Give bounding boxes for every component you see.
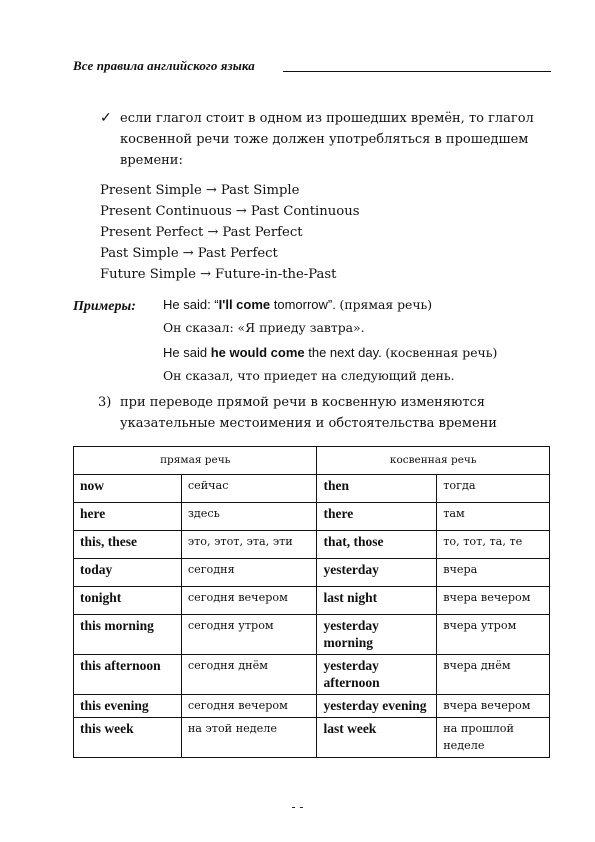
table-row — [74, 615, 550, 655]
speech-type-tag: (прямая речь) — [339, 297, 433, 312]
direct-word: this week — [74, 718, 182, 758]
direct-word: now — [74, 475, 182, 503]
indirect-word: yesterday morning — [317, 615, 437, 655]
indirect-word: last week — [317, 718, 437, 758]
table-row — [74, 531, 550, 559]
direct-word: this afternoon — [74, 655, 182, 695]
examples-label-text: Примеры — [73, 299, 132, 314]
running-title: Все правила английского языка — [73, 58, 255, 73]
direct-translation: сегодня вечером — [181, 587, 317, 615]
tense-from: Present Perfect — [100, 225, 204, 240]
table-header-row — [74, 447, 550, 475]
check-icon: ✓ — [100, 110, 112, 126]
direct-word: this, these — [74, 531, 182, 559]
conversion-table — [73, 446, 550, 758]
table-row — [74, 718, 550, 758]
point-number: 3) — [98, 395, 112, 410]
indirect-translation: вчера днём — [437, 655, 550, 695]
arrow-right-icon: → — [182, 246, 194, 261]
tense-from: Present Simple — [100, 183, 202, 198]
tense-row — [100, 222, 359, 243]
indirect-translation: на прошлой неделе — [437, 718, 550, 758]
indirect-translation: тогда — [437, 475, 550, 503]
indirect-word: there — [317, 503, 437, 531]
rule-bullet — [100, 108, 555, 171]
tense-to: Past Perfect — [197, 246, 278, 261]
tense-from: Present Continuous — [100, 204, 232, 219]
example-text: tomorrow”. — [270, 297, 340, 312]
example-indirect-en — [163, 341, 497, 364]
indirect-word: yesterday — [317, 559, 437, 587]
direct-word: tonight — [74, 587, 182, 615]
examples-label — [73, 295, 136, 318]
indirect-translation: там — [437, 503, 550, 531]
indirect-word: then — [317, 475, 437, 503]
tense-from: Future Simple — [100, 267, 196, 282]
direct-translation: сегодня — [181, 559, 317, 587]
tense-row — [100, 201, 359, 222]
page-number: - - — [291, 800, 304, 814]
direct-translation: на этой неделе — [181, 718, 317, 758]
tense-to: Past Perfect — [222, 225, 303, 240]
running-header — [73, 58, 553, 78]
header-rule — [283, 71, 551, 72]
indirect-translation: вчера вечером — [437, 695, 550, 718]
table-row — [74, 475, 550, 503]
table-row — [74, 695, 550, 718]
example-direct-ru: Он сказал: «Я приеду завтра». — [163, 320, 365, 335]
example-direct-en — [163, 293, 432, 316]
tense-from: Past Simple — [100, 246, 179, 261]
direct-translation: сегодня утром — [181, 615, 317, 655]
direct-translation: сегодня днём — [181, 655, 317, 695]
tense-to: Past Simple — [220, 183, 300, 198]
indirect-word: that, those — [317, 531, 437, 559]
table-row — [74, 559, 550, 587]
direct-word: today — [74, 559, 182, 587]
direct-translation: это, этот, эта, эти — [181, 531, 317, 559]
examples-label-colon: : — [131, 299, 136, 314]
arrow-right-icon: → — [207, 225, 219, 240]
direct-translation: сейчас — [181, 475, 317, 503]
arrow-right-icon: → — [205, 183, 217, 198]
column-header-direct: прямая речь — [74, 447, 317, 475]
direct-word: this morning — [74, 615, 182, 655]
rule-text: если глагол стоит в одном из прошедших времён, то глагол косвенной речи тоже должен употребляться в прошедшем времени: — [120, 111, 534, 168]
tense-shift-list — [100, 180, 359, 285]
tense-row — [100, 243, 359, 264]
example-highlight: he — [210, 345, 226, 360]
example-text: He said: “ — [163, 297, 219, 312]
table-row — [74, 587, 550, 615]
indirect-translation: вчера — [437, 559, 550, 587]
direct-translation: сегодня вечером — [181, 695, 317, 718]
rule-point-3 — [98, 392, 553, 434]
table-row — [74, 655, 550, 695]
indirect-translation: вчера вечером — [437, 587, 550, 615]
indirect-translation: то, тот, та, те — [437, 531, 550, 559]
indirect-word: yesterday afternoon — [317, 655, 437, 695]
column-header-indirect: косвенная речь — [317, 447, 550, 475]
tense-row — [100, 264, 359, 285]
direct-word: this evening — [74, 695, 182, 718]
direct-word: here — [74, 503, 182, 531]
arrow-right-icon: → — [235, 204, 247, 219]
tense-row — [100, 180, 359, 201]
arrow-right-icon: → — [199, 267, 212, 282]
example-highlight: I'll come — [218, 297, 271, 312]
tense-to: Past Continuous — [250, 204, 360, 219]
example-text: He said — [163, 345, 211, 360]
indirect-word: yesterday evening — [317, 695, 437, 718]
speech-type-tag: (косвенная речь) — [385, 345, 498, 360]
point-text: при переводе прямой речи в косвенную изменяются указательные местоимения и обстоятельства времени — [120, 395, 497, 431]
example-text: the next day. — [304, 345, 386, 360]
tense-to: Future-in-the-Past — [215, 267, 337, 282]
example-highlight: would come — [229, 345, 305, 360]
indirect-word: last night — [317, 587, 437, 615]
direct-translation: здесь — [181, 503, 317, 531]
indirect-translation: вчера утром — [437, 615, 550, 655]
table-row — [74, 503, 550, 531]
example-indirect-ru: Он сказал, что приедет на следующий день. — [163, 368, 455, 383]
